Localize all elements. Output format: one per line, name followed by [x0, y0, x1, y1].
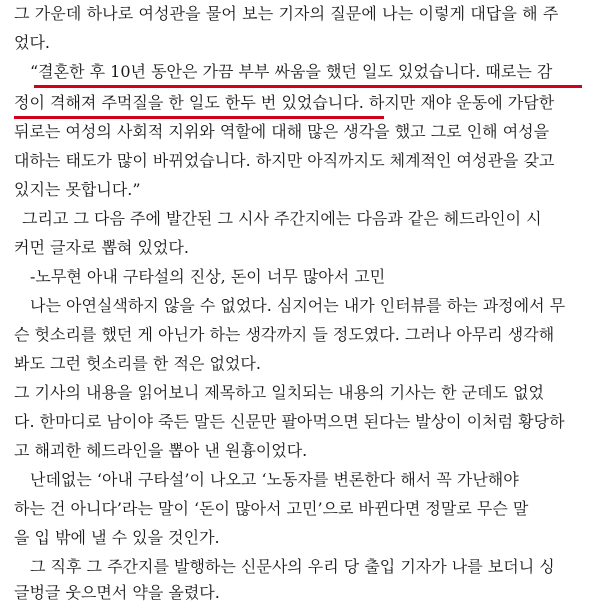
text-line: 대하는 태도가 많이 바뀌었습니다. 하지만 아직까지도 체계적인 여성관을 갖고	[14, 151, 555, 170]
text-line: 정이 격해져 주먹질을 한 일도 한두 번 있었습니다. 하지만 재야 운동에 가담한	[14, 93, 555, 112]
text-line: 슨 헛소리를 했던 게 아닌가 하는 생각까지 들 정도였다. 그러나 아무리 생각해	[14, 325, 555, 344]
text-line: 그 가운데 하나로 여성관을 물어 보는 기자의 질문에 나는 이렇게 대답을 해 주	[14, 4, 559, 23]
text-line: 있지는 못합니다.”	[14, 180, 141, 199]
text-line: 그 기사의 내용을 읽어보니 제목하고 일치되는 내용의 기사는 한 군데도 없었	[14, 383, 544, 402]
text-line: 뒤로는 여성의 사회적 지위와 역할에 대해 많은 생각을 했고 그로 인해 여성을	[14, 122, 550, 141]
text-line: 나는 아연실색하지 않을 수 없었다. 심지어는 내가 인터뷰를 하는 과정에서 무	[30, 296, 566, 315]
text-line: 을 입 밖에 낼 수 있을 것인가.	[14, 528, 220, 547]
text-line: 다. 한마디로 남이야 죽든 말든 신문만 팔아먹으면 된다는 발상이 이처럼 황당하	[14, 412, 565, 431]
text-line: 글벙글 웃으면서 약을 올렸다.	[14, 583, 220, 602]
text-line: 하는 건 아니다’라는 말이 ‘돈이 많아서 고민’으로 바뀐다면 정말로 무슨 말	[14, 499, 529, 518]
text-line: 난데없는 ‘아내 구타설’이 나오고 ‘노동자를 변론한다 해서 꼭 가난해야	[30, 470, 519, 489]
text-line: 그리고 그 다음 주에 발간된 그 시사 주간지에는 다음과 같은 헤드라인이 시	[22, 209, 542, 228]
text-line: -노무현 아내 구타설의 진상, 돈이 너무 많아서 고민	[30, 267, 386, 286]
text-line: “결혼한 후 10년 동안은 가끔 부부 싸움을 했던 일도 있었습니다. 때로는 감	[30, 62, 553, 81]
text-line: 고 해괴한 헤드라인을 뽑아 낸 원흉이었다.	[14, 441, 308, 460]
red-underline	[34, 85, 582, 88]
text-line: 었다.	[14, 33, 50, 52]
text-line: 봐도 그런 헛소리를 한 적은 없었다.	[14, 354, 261, 373]
text-line: 그 직후 그 주간지를 발행하는 신문사의 우리 당 출입 기자가 나를 보더니 싱	[30, 557, 555, 576]
text-line: 커먼 글자로 뽑혀 있었다.	[14, 238, 189, 257]
